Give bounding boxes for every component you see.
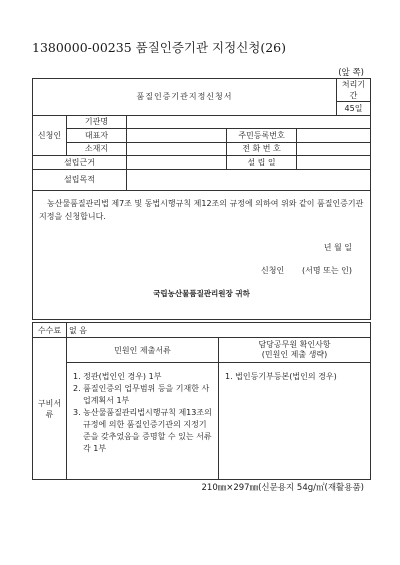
statement-block [33, 190, 371, 319]
org-name-field[interactable] [127, 115, 371, 129]
list-item: 1. 법인등기부등본(법인의 경우) [225, 372, 337, 381]
basis-label: 설립근거 [33, 156, 127, 170]
paper-spec: 210㎜×297㎜(신문용지 54g/㎡(재활용품) [201, 483, 364, 493]
processing-period-label: 처리기간 [337, 79, 371, 102]
form-title: 품질인증기관지정신청서 [33, 79, 337, 116]
resident-no-label: 주민등록번호 [227, 129, 297, 143]
list-item: 1. 정관(법인인 경우) 1부 [73, 372, 162, 381]
fee-value: 없 음 [67, 323, 371, 338]
processing-period-value: 45일 [337, 102, 371, 116]
applicant-docs-header: 민원인 제출서류 [67, 338, 219, 363]
org-name-label: 기관명 [67, 115, 127, 129]
establishment-date-label: 설 립 일 [227, 156, 297, 170]
basis-field[interactable] [127, 156, 227, 170]
phone-label: 전 화 번 호 [227, 142, 297, 156]
purpose-label: 설립목적 [33, 169, 127, 190]
official-docs-header: 담당공무원 확인사항 (민원인 제출 생략) [219, 338, 371, 363]
purpose-field[interactable] [127, 169, 371, 190]
address-label: 소재지 [67, 142, 127, 156]
signer-line [39, 264, 364, 277]
establishment-date-field[interactable] [297, 156, 371, 170]
application-form-table [32, 78, 371, 320]
phone-field[interactable] [297, 142, 371, 156]
applicant-docs-list [67, 363, 219, 480]
form-id: 1380000-00235 품질인증기관 지정신청(26) [32, 40, 287, 55]
representative-label: 대표자 [67, 129, 127, 143]
fee-label: 수수료 [33, 323, 67, 338]
list-item: 3. 농산물품질관리법시행규칙 제13조의 규정에 의한 품질인증기관의 지정기준을 갖추었음을 증명할 수 있는 서류 각 1부 [73, 408, 212, 453]
signer-hint[interactable]: (서명 또는 인) [302, 265, 352, 275]
official-docs-list [219, 363, 371, 480]
page-side-note: (앞 쪽) [338, 68, 364, 78]
documents-label: 구비서류 [33, 338, 67, 480]
resident-no-field[interactable] [297, 129, 371, 143]
documents-table [32, 322, 371, 480]
statement-text: 농산물품질관리법 제7조 및 동법시행규칙 제12조의 규정에 의하여 위와 같이 품질인증기관지정을 신청합니다. [39, 198, 364, 221]
address-field[interactable] [127, 142, 227, 156]
representative-field[interactable] [127, 129, 227, 143]
signer-label: 신청인 [261, 265, 285, 275]
list-item: 2. 품질인증의 업무범위 등을 기재한 사업계획서 1부 [73, 384, 210, 405]
addressee: 국립농산물품질관리원장 귀하 [153, 288, 250, 298]
applicant-label: 신청인 [33, 115, 67, 156]
statement-date: 년 월 일 [323, 242, 352, 252]
